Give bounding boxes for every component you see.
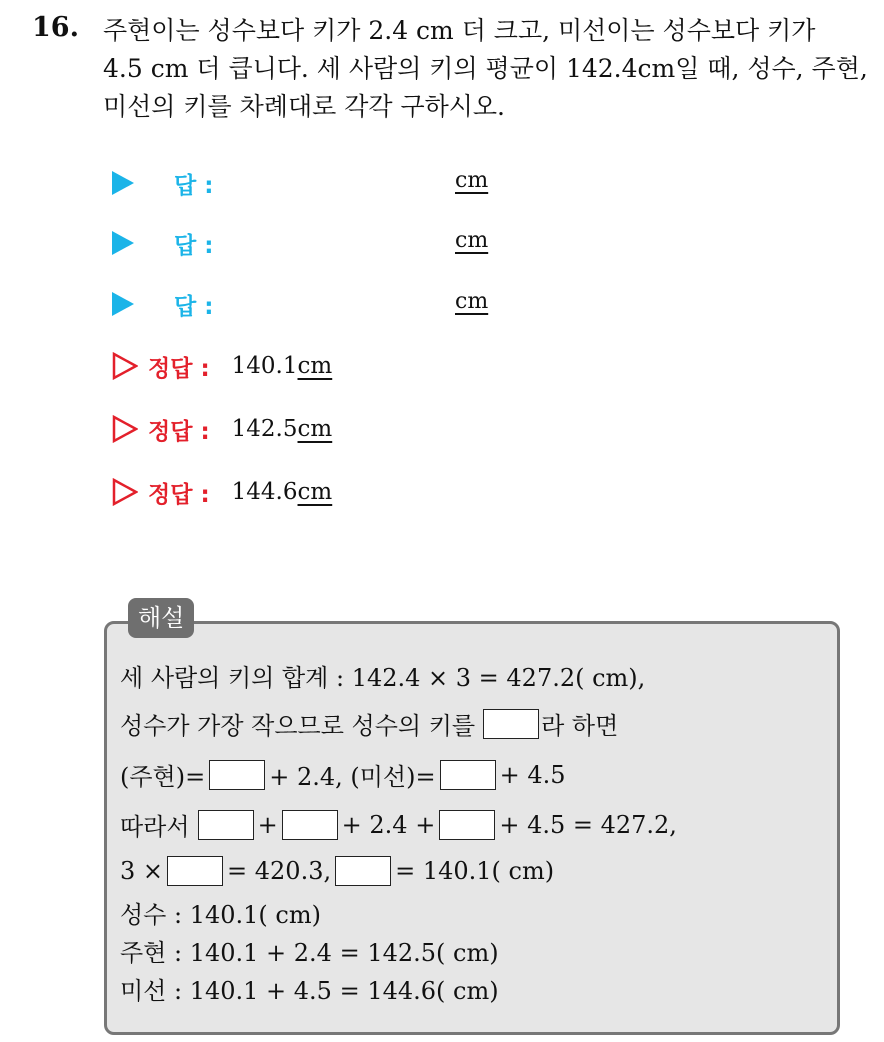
blank-box (439, 810, 495, 840)
unit: cm (297, 479, 333, 505)
value: 144.6 (231, 479, 298, 505)
value: 142.5 (231, 416, 298, 442)
answer-row-2 (112, 228, 213, 258)
text: 3 × (120, 857, 164, 885)
text: 성수가 가장 작으므로 성수의 키를 (120, 712, 476, 740)
answer-unit: cm (455, 228, 489, 253)
text: 라 하면 (541, 712, 619, 740)
correct-row-2 (112, 412, 332, 446)
correct-value (232, 479, 333, 505)
outline-arrow-icon (112, 415, 138, 443)
text: 세 사람의 키의 합계 : 142.4 × 3 = 427.2( cm), (120, 664, 646, 692)
blank-box (335, 856, 391, 886)
blank-box (440, 760, 496, 790)
question-number: 16. (32, 12, 79, 43)
unit: cm (297, 416, 333, 442)
answer-unit: cm (455, 168, 489, 193)
correct-row-3 (112, 475, 332, 509)
text: (주현)= (120, 763, 206, 791)
solution-line-4 (120, 807, 677, 842)
correct-label: 정답 : (148, 355, 210, 382)
correct-label: 정답 : (148, 481, 210, 508)
correct-label: 정답 : (148, 418, 210, 445)
question-line: 4.5 cm 더 큽니다. 세 사람의 키의 평균이 142.4cm일 때, 성수, 주현, (103, 54, 868, 83)
correct-row-1 (112, 349, 332, 383)
solution-line-3 (120, 757, 566, 792)
blank-box (209, 760, 265, 790)
blank-box (483, 709, 539, 739)
answer-row-1 (112, 168, 213, 198)
blank-box (282, 810, 338, 840)
answer-label: 답 : (174, 232, 214, 259)
question-text (103, 12, 873, 126)
play-arrow-icon (112, 231, 134, 255)
text: 주현 : 140.1 + 2.4 = 142.5( cm) (120, 939, 499, 967)
correct-value (232, 416, 333, 442)
text: = 140.1( cm) (395, 857, 555, 885)
blank-box (198, 810, 254, 840)
outline-arrow-icon (112, 352, 138, 380)
solution-line-7 (120, 933, 499, 968)
text: + 2.4, (미선)= (269, 763, 436, 791)
answer-row-3 (112, 289, 213, 319)
value: 140.1 (231, 353, 298, 379)
unit: cm (297, 353, 333, 379)
solution-line-5 (120, 856, 554, 886)
text: + 4.5 = 427.2, (499, 810, 677, 839)
text: + 4.5 (499, 760, 566, 789)
text: = 420.3, (227, 857, 332, 885)
question-line: 주현이는 성수보다 키가 2.4 cm 더 크고, 미선이는 성수보다 키가 (103, 16, 816, 45)
play-arrow-icon (112, 171, 134, 195)
answer-label: 답 : (174, 172, 214, 199)
solution-line-1 (120, 658, 645, 693)
solution-tag: 해설 (128, 598, 194, 638)
question-line: 미선의 키를 차례대로 각각 구하시오. (103, 92, 505, 121)
answer-label: 답 : (174, 293, 214, 320)
blank-box (167, 856, 223, 886)
play-arrow-icon (112, 292, 134, 316)
outline-arrow-icon (112, 478, 138, 506)
solution-line-8 (120, 971, 499, 1006)
solution-line-6 (120, 895, 321, 930)
correct-value (232, 353, 333, 379)
answer-unit: cm (455, 289, 489, 314)
text: + (257, 810, 278, 839)
text: 따라서 (120, 813, 190, 841)
text: 미선 : 140.1 + 4.5 = 144.6( cm) (120, 977, 499, 1005)
text: + 2.4 + (341, 810, 436, 839)
text: 성수 : 140.1( cm) (120, 901, 321, 929)
solution-line-2 (120, 706, 618, 741)
